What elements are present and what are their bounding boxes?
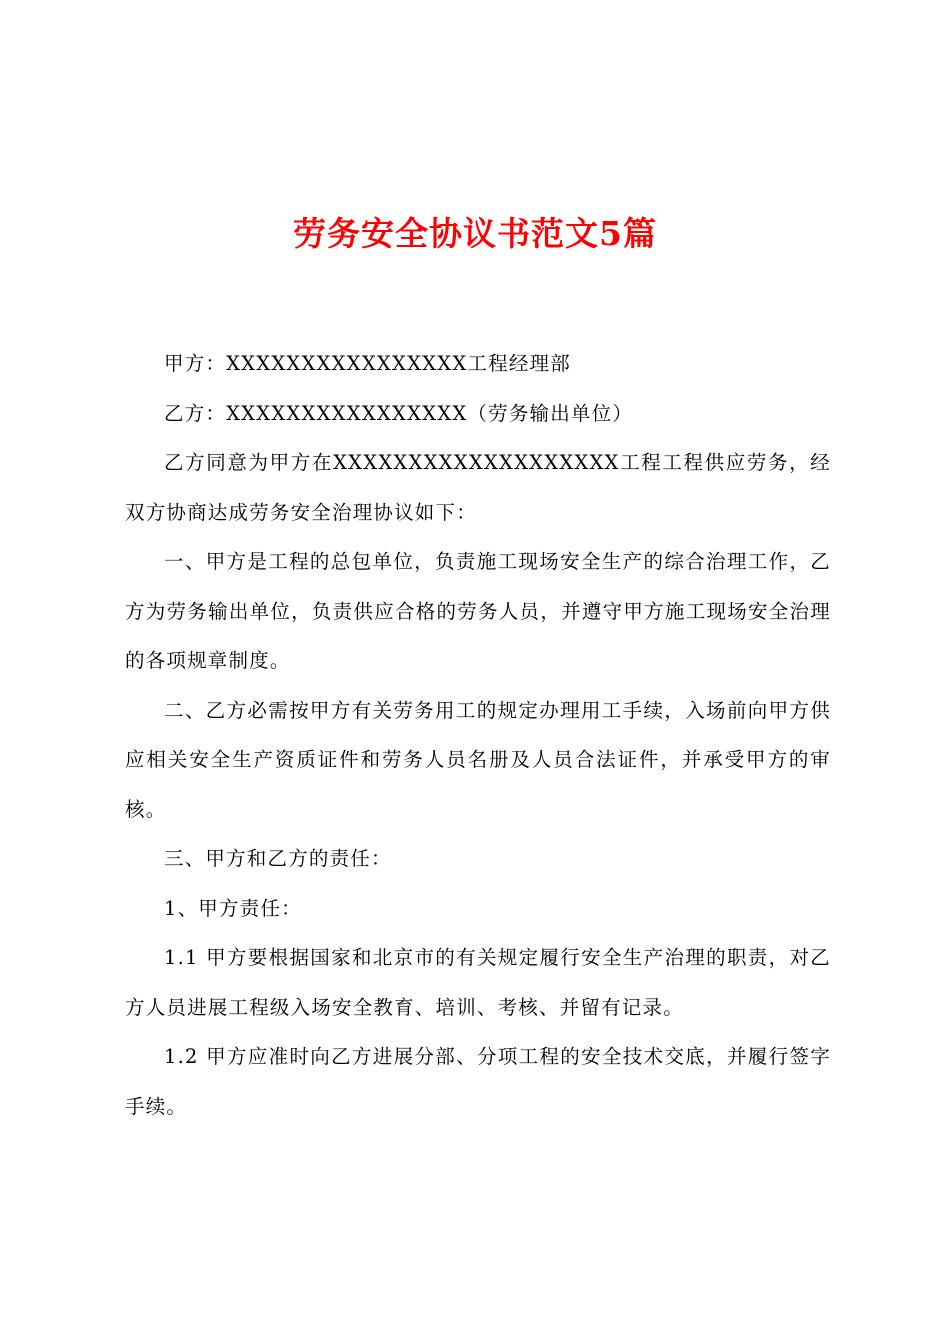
- party-a-line: 甲方：XXXXXXXXXXXXXXXX工程经理部: [164, 352, 571, 375]
- intro-paragraph: 乙方同意为甲方在XXXXXXXXXXXXXXXXXXX工程工程供应劳务，经双方协商达成劳务安全治理协议如下：: [125, 451, 831, 524]
- duty-1-2-paragraph: 1.2 甲方应准时向乙方进展分部、分项工程的安全技术交底，并履行签字手续。: [125, 1045, 831, 1118]
- party-a-duties-heading: 1、甲方责任：: [164, 896, 302, 920]
- document-body: [125, 339, 831, 1131]
- party-b-line: 乙方：XXXXXXXXXXXXXXXX（劳务输出单位）: [164, 401, 634, 425]
- clause-1-paragraph: 一、甲方是工程的总包单位，负责施工现场安全生产的综合治理工作，乙方为劳务输出单位，负责供应合格的劳务人员，并遵守甲方施工现场安全治理的各项规章制度。: [125, 550, 831, 672]
- clause-2-paragraph: 二、乙方必需按甲方有关劳务用工的规定办理用工手续，入场前向甲方供应相关安全生产资质证件和劳务人员名册及人员合法证件，并承受甲方的审核。: [125, 698, 831, 821]
- document-title: 劳务安全协议书范文5篇: [293, 214, 657, 253]
- duty-1-1-paragraph: 1.1 甲方要根据国家和北京市的有关规定履行安全生产治理的职责，对乙方人员进展工程级入场安全教育、培训、考核、并留有记录。: [125, 946, 831, 1019]
- clause-3-heading: 三、甲方和乙方的责任：: [164, 847, 392, 870]
